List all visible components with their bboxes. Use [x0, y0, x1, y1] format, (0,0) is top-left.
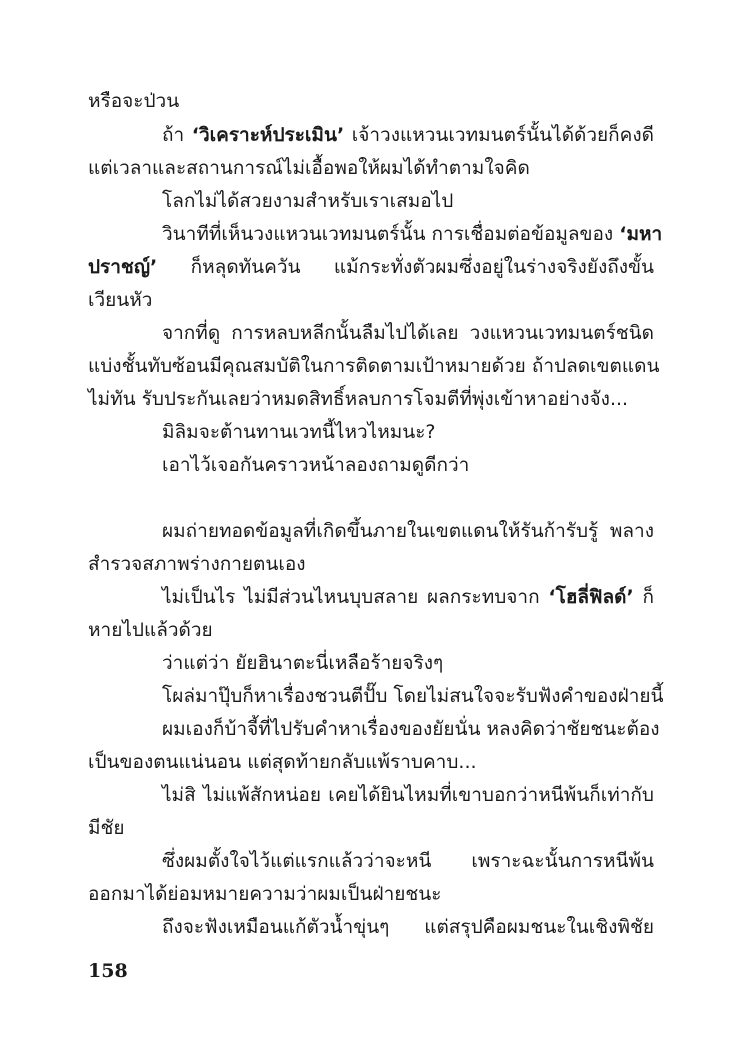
text-line: หายไปแล้วด้วย — [88, 619, 213, 641]
text-line: ปราชญ์’ ก็หลุดทันควัน แม้กระทั่งตัวผมซึ่งอยู่ในร่างจริงยังถึงขั้น — [88, 256, 654, 278]
text-line: ผมเองก็บ้าจี้ที่ไปรับคำหาเรื่องของยัยนั่น หลงคิดว่าชัยชนะต้อง — [162, 718, 660, 740]
text-line: เวียนหัว — [88, 289, 153, 311]
bold-term: ปราชญ์’ — [88, 256, 158, 278]
text-line: โลกไม่ได้สวยงามสำหรับเราเสมอไป — [162, 190, 454, 212]
bold-term: ‘มหา — [619, 223, 663, 245]
text-line: ถึงจะฟังเหมือนแก้ตัวน้ำขุ่นๆ แต่สรุปคือผมชนะในเชิงพิชัย — [162, 916, 654, 938]
bold-term: ‘วิเคราะห์ประเมิน’ — [191, 124, 345, 146]
text-line: ไม่เป็นไร ไม่มีส่วนไหนบุบสลาย ผลกระทบจาก ‘โฮลี่ฟิลด์’ ก็ — [162, 586, 654, 608]
text-line: วินาทีที่เห็นวงแหวนเวทมนตร์นั้น การเชื่อมต่อข้อมูลของ ‘มหา — [162, 223, 663, 245]
text-line: เป็นของตนแน่นอน แต่สุดท้ายกลับแพ้ราบคาบ... — [88, 751, 477, 773]
page-number: 158 — [88, 960, 128, 982]
text-line: สำรวจสภาพร่างกายตนเอง — [88, 553, 306, 575]
text-line: แต่เวลาและสถานการณ์ไม่เอื้อพอให้ผมได้ทำตามใจคิด — [88, 157, 530, 179]
text-line: ผมถ่ายทอดข้อมูลที่เกิดขึ้นภายในเขตแดนให้รันก้ารับรู้ พลาง — [162, 520, 654, 542]
text-line: ไม่สิ ไม่แพ้สักหน่อย เคยได้ยินไหมที่เขาบอกว่าหนีพ้นก็เท่ากับ — [162, 784, 654, 806]
text-line: จากที่ดู การหลบหลีกนั้นลืมไปได้เลย วงแหวนเวทมนตร์ชนิด — [162, 322, 654, 344]
text-line: เอาไว้เจอกันคราวหน้าลองถามดูดีกว่า — [162, 454, 470, 476]
text-line: ว่าแต่ว่า ยัยฮินาตะนี่เหลือร้ายจริงๆ — [162, 652, 444, 674]
text-line: ออกมาได้ย่อมหมายความว่าผมเป็นฝ่ายชนะ — [88, 883, 442, 905]
text-line: มิลิมจะต้านทานเวทนี้ไหวไหมนะ? — [162, 421, 436, 443]
text-line: แบ่งชั้นทับซ้อนมีคุณสมบัติในการติดตามเป้าหมายด้วย ถ้าปลดเขตแดน — [88, 355, 660, 377]
text-line: มีชัย — [88, 817, 125, 839]
bold-term: ‘โฮลี่ฟิลด์’ — [548, 586, 634, 608]
text-line: ซึ่งผมตั้งใจไว้แต่แรกแล้วว่าจะหนี เพราะฉะนั้นการหนีพ้น — [162, 850, 654, 872]
text-line: โผล่มาปุ๊บก็หาเรื่องชวนตีปั๊บ โดยไม่สนใจจะรับฟังคำของฝ่ายนี้ — [162, 685, 664, 707]
text-line: ไม่ทัน รับประกันเลยว่าหมดสิทธิ์หลบการโจมตีที่พุ่งเข้าหาอย่างจัง... — [88, 388, 629, 410]
text-line: ถ้า ‘วิเคราะห์ประเมิน’ เจ้าวงแหวนเวทมนตร์นั้นได้ด้วยก็คงดี — [162, 124, 654, 146]
text-line: หรือจะป่วน — [88, 90, 180, 112]
